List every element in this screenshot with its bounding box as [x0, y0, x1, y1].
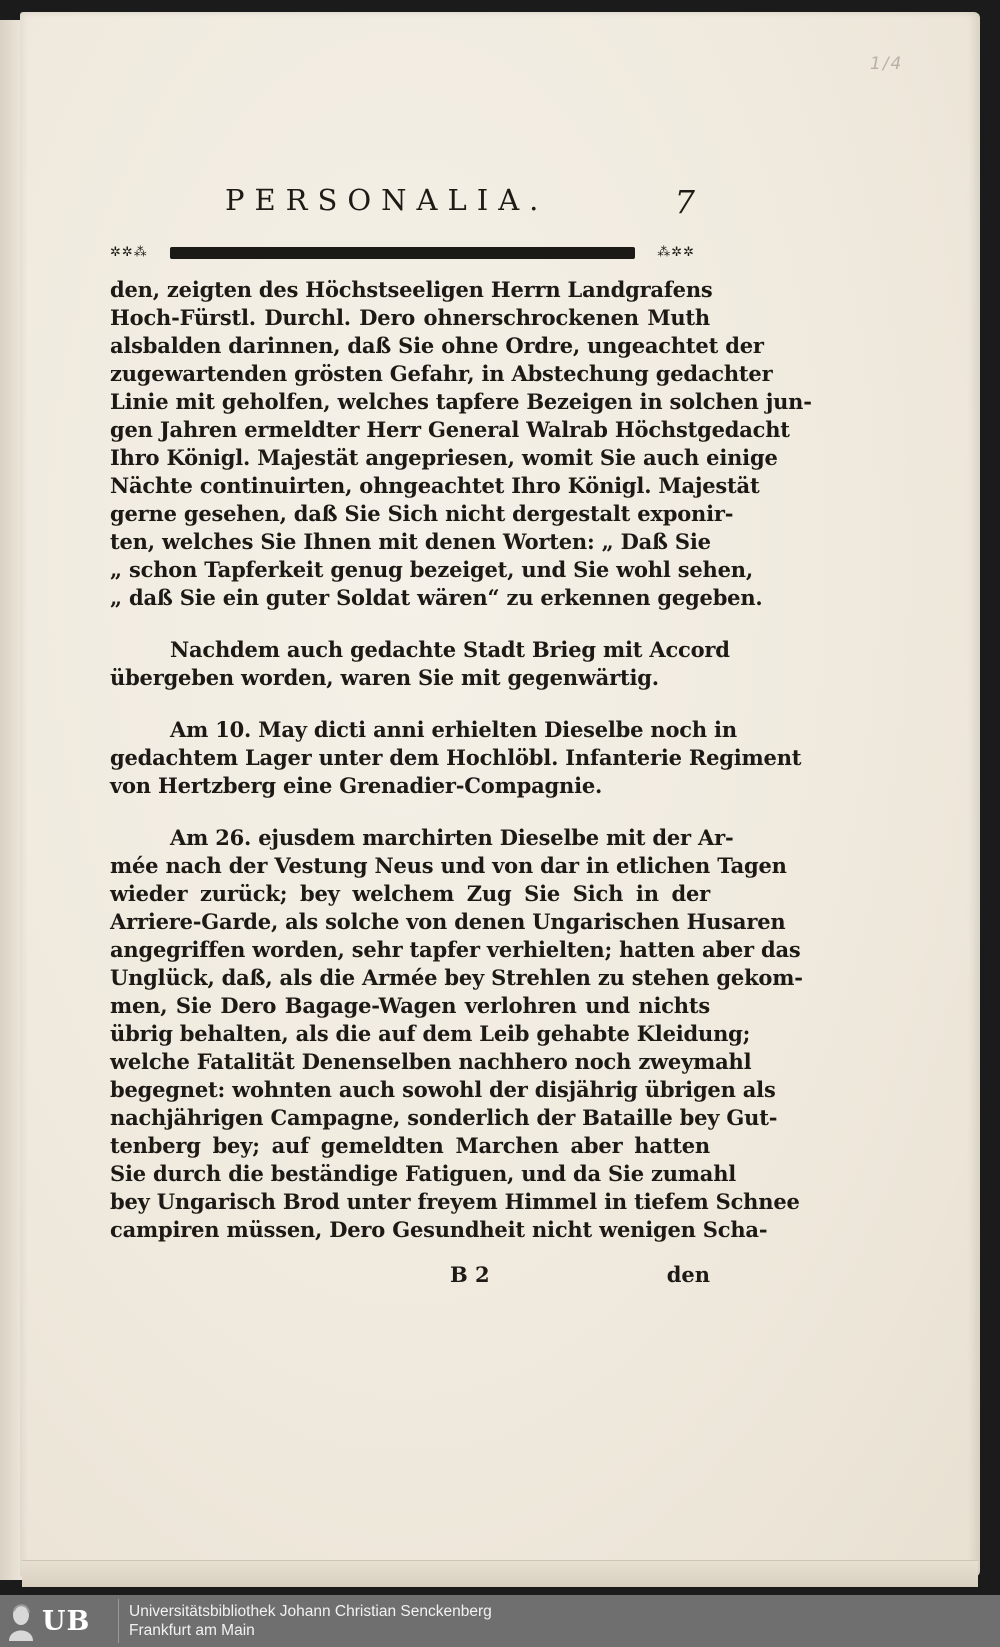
- text-line: zugewartenden grösten Gefahr, in Abstechung gedachter: [110, 361, 773, 386]
- text-line: bey Ungarisch Brod unter freyem Himmel in tiefem Schnee: [110, 1189, 800, 1214]
- text-line: „ schon Tapferkeit genug bezeiget, und Sie wohl sehen,: [110, 557, 753, 582]
- page-number: 7: [674, 183, 695, 221]
- header-rule-bar: [170, 247, 635, 259]
- text-line: „ daß Sie ein guter Soldat wären“ zu erkennen gegeben.: [110, 585, 763, 610]
- text-line: Nachdem auch gedachte Stadt Brieg mit Accord: [170, 637, 730, 662]
- header-rule-ornament: [110, 245, 695, 261]
- library-footer-bar: [0, 1595, 1000, 1647]
- page-footer-catchline: [110, 1262, 710, 1292]
- catchword: den: [666, 1262, 710, 1287]
- text-line: Arriere-Garde, als solche von denen Ungarischen Husaren: [110, 909, 786, 934]
- paragraph: [110, 716, 802, 800]
- text-line: den, zeigten des Höchstseeligen Herrn Landgrafens: [110, 277, 713, 302]
- text-line: tenberg bey; auf gemeldten Marchen aber hatten: [110, 1133, 710, 1158]
- paragraph: [110, 276, 812, 612]
- text-line: wieder zurück; bey welchem Zug Sie Sich in der: [110, 881, 710, 906]
- text-line: begegnet: wohnten auch sowohl der disjährig übrigen als: [110, 1077, 776, 1102]
- library-name-line2: Frankfurt am Main: [129, 1622, 255, 1639]
- text-line: men, Sie Dero Bagage-Wagen verlohren und nichts: [110, 993, 710, 1018]
- text-line: welche Fatalität Denenselben nachhero noch zweymahl: [110, 1049, 752, 1074]
- text-line: angegriffen worden, sehr tapfer verhielten; hatten aber das: [110, 937, 801, 962]
- paragraph: [110, 824, 803, 1244]
- text-line: Nächte continuirten, ohngeachtet Ihro Königl. Majestät: [110, 473, 760, 498]
- text-line: ten, welches Sie Ihnen mit denen Worten: „ Daß Sie: [110, 529, 711, 554]
- running-title: PERSONALIA.: [225, 183, 549, 217]
- logo-text: UB: [42, 1605, 91, 1637]
- text-line: übrig behalten, als die auf dem Leib gehabte Kleidung;: [110, 1021, 751, 1046]
- shelfmark-pencil-note: 1/4: [870, 54, 904, 74]
- text-line: Ihro Königl. Majestät angepriesen, womit Sie auch einige: [110, 445, 778, 470]
- body-text: [110, 276, 812, 1268]
- text-line: Hoch-Fürstl. Durchl. Dero ohnerschrockenen Muth: [110, 305, 710, 330]
- text-line: Am 10. May dicti anni erhielten Dieselbe noch in: [170, 717, 737, 742]
- page-header: [225, 183, 695, 223]
- page-bottom-edge: [22, 1560, 978, 1587]
- text-line: Sie durch die beständige Fatiguen, und da Sie zumahl: [110, 1161, 737, 1186]
- library-logo[interactable]: [6, 1599, 119, 1643]
- text-line: campiren müssen, Dero Gesundheit nicht wenigen Scha-: [110, 1217, 768, 1242]
- text-line: alsbalden darinnen, daß Sie ohne Ordre, ungeachtet der: [110, 333, 764, 358]
- text-line: gen Jahren ermeldter Herr General Walrab Höchstgedacht: [110, 417, 790, 442]
- text-line: gerne gesehen, daß Sie Sich nicht dergestalt exponir-: [110, 501, 734, 526]
- ornament-left-icon: ✲✲⁂: [110, 245, 148, 260]
- text-line: nachjährigen Campagne, sonderlich der Bataille bey Gut-: [110, 1105, 778, 1130]
- portrait-icon: [6, 1601, 36, 1641]
- text-line: von Hertzberg eine Grenadier-Compagnie.: [110, 773, 603, 798]
- text-line: Unglück, daß, als die Armée bey Strehlen zu stehen gekom-: [110, 965, 803, 990]
- text-line: Linie mit geholfen, welches tapfere Bezeigen in solchen jun-: [110, 389, 812, 414]
- library-name-line1: Universitätsbibliothek Johann Christian Senckenberg: [129, 1603, 492, 1620]
- ornament-right-icon: ⁂✲✲: [657, 245, 695, 260]
- text-line: übergeben worden, waren Sie mit gegenwärtig.: [110, 665, 659, 690]
- text-line: mée nach der Vestung Neus und von dar in etlichen Tagen: [110, 853, 787, 878]
- text-line: gedachtem Lager unter dem Hochlöbl. Infanterie Regiment: [110, 745, 802, 770]
- text-line: Am 26. ejusdem marchirten Dieselbe mit der Ar-: [170, 825, 734, 850]
- paragraph: [110, 636, 730, 692]
- library-name: [129, 1602, 492, 1640]
- signature-mark: B 2: [450, 1262, 490, 1287]
